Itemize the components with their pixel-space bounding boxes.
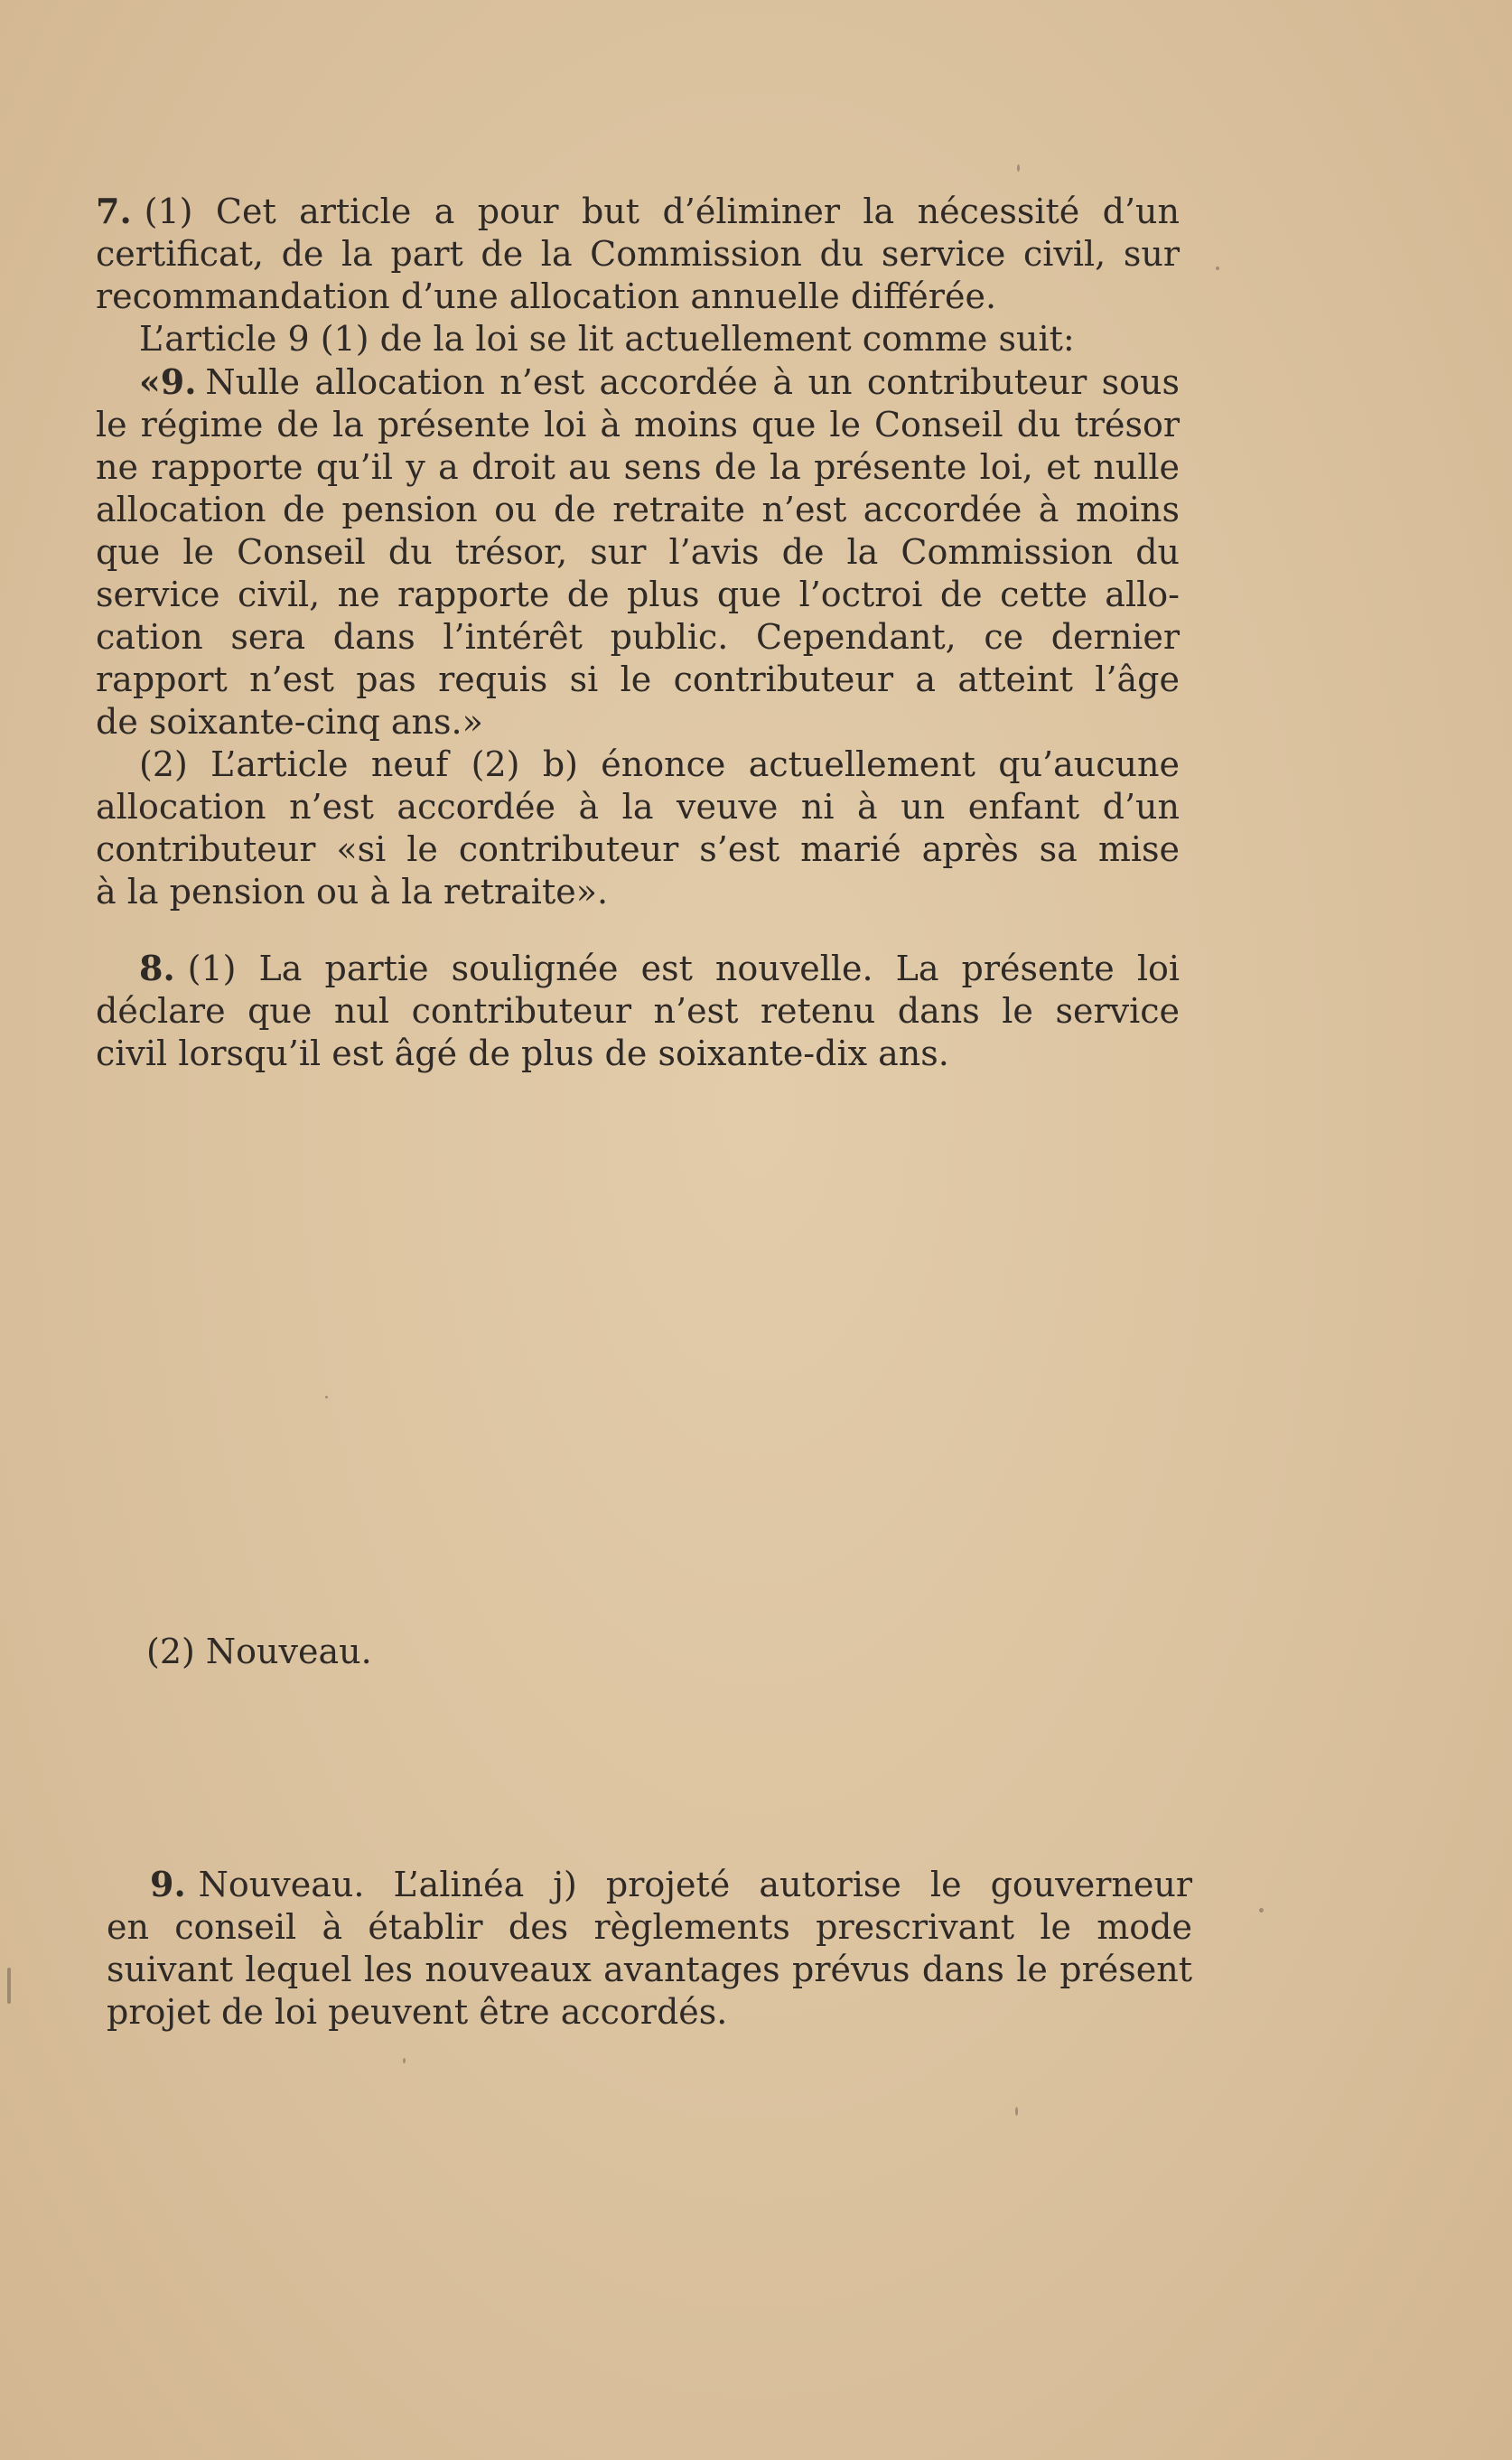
note-7-quote-line-7: cation sera dans l’intérêt public. Cependant, ce dernier xyxy=(96,617,1180,657)
note-7-quote-line-3: ne rapporte qu’il y a droit au sens de la présente loi, et nulle xyxy=(96,447,1180,487)
note-7-quote-line-9: de soixante-cinq ans.» xyxy=(96,702,483,742)
note-8-line-3: civil lorsqu’il est âgé de plus de soixante-dix ans. xyxy=(96,1034,949,1073)
note-7-para2-line-3: contributeur «si le contributeur s’est marié après sa mise xyxy=(96,829,1180,869)
note-9-number: 9. xyxy=(150,1864,186,1904)
note-8-para-2: (2) Nouveau. xyxy=(146,1632,372,1671)
note-9-line-3: suivant lequel les nouveaux avantages prévus dans le présent xyxy=(107,1950,1192,1989)
note-7-quote-line-1: «9. Nulle allocation n’est accordée à un contributeur sous xyxy=(139,361,1180,402)
note-9-line-4: projet de loi peuvent être accordés. xyxy=(107,1992,728,2032)
paper-speck xyxy=(1216,267,1219,270)
note-8-line-2: déclare que nul contributeur n’est retenu dans le service xyxy=(96,991,1180,1031)
paper-speck xyxy=(403,2058,406,2063)
note-7-line-1: 7. (1) Cet article a pour but d’éliminer la nécessité d’un xyxy=(96,191,1180,231)
note-7-quote-line-4: allocation de pension ou de retraite n’est accordée à moins xyxy=(96,490,1180,529)
paper-speck xyxy=(7,1968,11,2004)
note-7-para2-line-4: à la pension ou à la retraite». xyxy=(96,872,609,912)
note-9-line-1: 9. Nouveau. L’alinéa j) projeté autorise le gouverneur xyxy=(150,1864,1192,1904)
note-7-para2-line-1: (2) L’article neuf (2) b) énonce actuellement qu’aucune xyxy=(139,744,1180,784)
paper-speck xyxy=(1259,1908,1264,1913)
note-7-quote-line-6: service civil, ne rapporte de plus que l’octroi de cette allo- xyxy=(96,575,1180,614)
note-7-number: 7. xyxy=(96,191,132,231)
note-7-quote-line-2: le régime de la présente loi à moins que le Conseil du trésor xyxy=(96,405,1180,444)
note-9 xyxy=(107,1863,1192,2034)
note-7-line-3: recommandation d’une allocation annuelle différée. xyxy=(96,276,997,316)
note-7-para2-line-2: allocation n’est accordée à la veuve ni à un enfant d’un xyxy=(96,787,1180,827)
note-8-line-1: 8. (1) La partie soulignée est nouvelle. La présente loi xyxy=(139,948,1180,988)
paper-speck xyxy=(1015,2107,1018,2116)
note-8-number: 8. xyxy=(139,948,175,988)
note-7-line-2: certificat, de la part de la Commission du service civil, sur xyxy=(96,234,1180,274)
note-7-quote-line-8: rapport n’est pas requis si le contributeur a atteint l’âge xyxy=(96,659,1180,699)
note-7 xyxy=(96,190,1180,913)
paper-speck xyxy=(1017,164,1020,172)
note-7-quote-line-5: que le Conseil du trésor, sur l’avis de la Commission du xyxy=(96,532,1180,572)
paper-speck xyxy=(325,1396,328,1398)
note-7-sub-line: L’article 9 (1) de la loi se lit actuellement comme suit: xyxy=(139,319,1075,359)
quote-article-number: «9. xyxy=(139,361,197,402)
note-8 xyxy=(96,947,1180,1075)
note-9-line-2: en conseil à établir des règlements prescrivant le mode xyxy=(107,1907,1192,1947)
